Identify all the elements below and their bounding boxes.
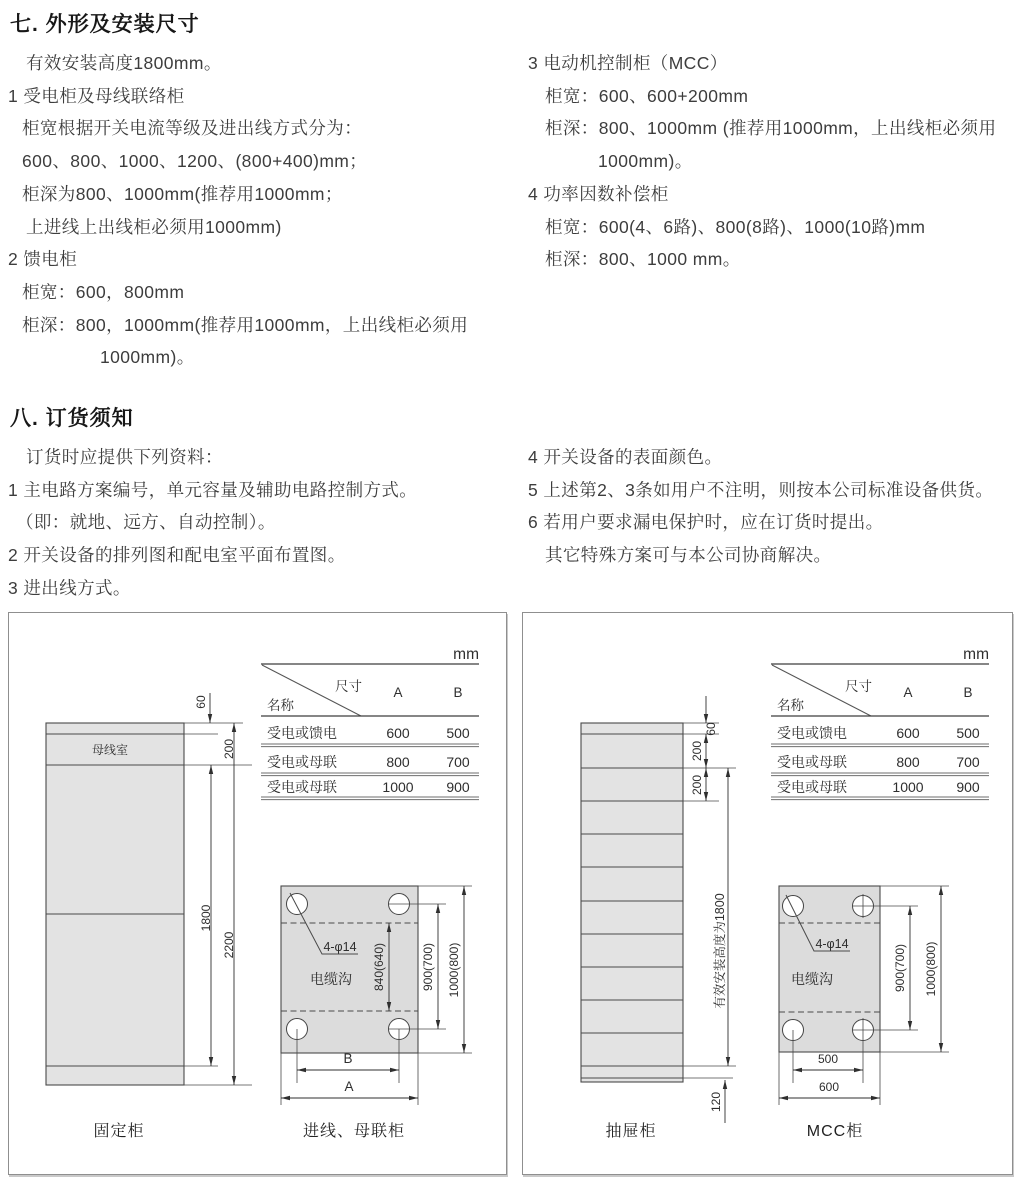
- text-line: 3 进出线方式。: [8, 577, 131, 598]
- text-line: （即：就地、远方、自动控制）。: [16, 512, 276, 533]
- table-corner-name: 名称: [777, 698, 804, 713]
- mcc-cabinet-diagram: [523, 613, 1012, 1174]
- table-unit: mm: [453, 646, 479, 663]
- dim-label-500: 500: [817, 1052, 839, 1066]
- fixed-cabinet-diagram: [9, 613, 506, 1174]
- section7-left-column: [8, 47, 468, 374]
- text-line: 1000mm)。: [100, 347, 195, 368]
- text-line: 1000mm)。: [598, 151, 693, 172]
- text-line: 4 开关设备的表面颜色。: [528, 447, 723, 467]
- dim-label-200: 200: [690, 774, 704, 796]
- busbar-room-label: 母线室: [91, 743, 129, 757]
- text-line: 1 受电柜及母线联络柜: [8, 85, 185, 106]
- dim-label-1800: 1800: [199, 904, 213, 932]
- text-line: 柜宽：600(4、6路)、800(8路)、1000(10路)mm: [545, 216, 926, 237]
- table-cell-name: 受电或母联: [777, 754, 847, 770]
- dim-label-200: 200: [222, 738, 236, 760]
- table-col-header-a: A: [903, 685, 913, 700]
- dim-label-840-640: 840(640): [372, 942, 386, 992]
- text-line: 上进线上出线柜必须用1000mm): [26, 216, 282, 237]
- section8-heading: 八. 订货须知: [10, 407, 134, 430]
- table-cell-name: 受电或馈电: [267, 725, 337, 741]
- dim-label-b: B: [343, 1051, 353, 1066]
- trench-caption: MCC柜: [806, 1123, 864, 1140]
- dim-label-120: 120: [709, 1091, 723, 1113]
- text-line: 5 上述第2、3条如用户不注明，则按本公司标准设备供货。: [528, 479, 994, 500]
- table-col-header-a: A: [393, 685, 403, 700]
- text-line: 2 开关设备的排列图和配电室平面布置图。: [8, 545, 346, 566]
- dim-label-60: 60: [704, 722, 718, 736]
- cabinet-caption: 抽屉柜: [605, 1123, 657, 1140]
- table-corner-dim: 尺寸: [845, 679, 872, 694]
- mounting-hole: [287, 894, 308, 915]
- text-line: 6 若用户要求漏电保护时，应在订货时提出。: [528, 512, 884, 533]
- fixed-cabinet-drawing: [46, 693, 252, 1140]
- right-diagram-panel: [522, 612, 1013, 1175]
- table-col-header-b: B: [963, 685, 973, 700]
- cabinet-body: [46, 723, 184, 1085]
- cabinet-caption: 固定柜: [93, 1123, 145, 1140]
- dim-label-a: A: [344, 1079, 354, 1094]
- dim-label-1000-800: 1000(800): [447, 942, 461, 998]
- table-corner-name: 名称: [267, 698, 294, 713]
- text-line: 有效安装高度1800mm。: [26, 53, 222, 73]
- left-diagram-panel: [8, 612, 507, 1175]
- text-line: 2 馈电柜: [8, 249, 78, 270]
- hole-count-label: 4-φ14: [323, 940, 357, 954]
- text-line: 柜深：800、1000mm (推荐用1000mm，上出线柜必须用: [545, 118, 997, 139]
- text-line: 柜深：800、1000 mm。: [545, 249, 741, 270]
- table-cell-a: 600: [386, 725, 410, 741]
- trench-caption: 进线、母联柜: [302, 1123, 406, 1140]
- table-cell-b: 700: [956, 754, 980, 770]
- table-cell-b: 500: [956, 725, 980, 741]
- text-line: 600、800、1000、1200、(800+400)mm；: [22, 151, 368, 172]
- mcc-trench-drawing: [779, 886, 949, 1140]
- cable-trench-label: 电缆沟: [791, 971, 833, 987]
- table-corner-dim: 尺寸: [335, 679, 362, 694]
- text-line: 柜深为800、1000mm(推荐用1000mm；: [22, 183, 343, 204]
- dim-label-200: 200: [690, 740, 704, 762]
- table-cell-name: 受电或母联: [267, 779, 337, 795]
- text-line: 4 功率因数补偿柜: [528, 183, 669, 204]
- section8-left-column: [8, 441, 417, 605]
- hole-count-label: 4-φ14: [815, 937, 849, 951]
- table-cell-a: 600: [896, 725, 920, 741]
- extension-lines: [184, 723, 252, 1085]
- dim-label-900-700: 900(700): [421, 942, 435, 992]
- text-line: 柜宽：600，800mm: [22, 281, 185, 302]
- dim-label-900-700: 900(700): [893, 943, 907, 993]
- table-cell-a: 1000: [892, 779, 924, 795]
- text-line: 3 电动机控制柜（MCC）: [528, 53, 728, 73]
- inlet-buscoupler-trench-drawing: [281, 886, 472, 1140]
- text-line: 订货时应提供下列资料：: [26, 447, 223, 467]
- table-cell-name: 受电或母联: [777, 779, 847, 795]
- dim-label-600: 600: [818, 1080, 840, 1094]
- text-line: 其它特殊方案可与本公司协商解决。: [545, 545, 832, 566]
- dim-label-1000-800: 1000(800): [924, 941, 938, 997]
- table-cell-b: 700: [446, 754, 470, 770]
- table-cell-b: 900: [956, 779, 980, 795]
- table-col-header-b: B: [453, 685, 463, 700]
- dimension-table: [261, 646, 479, 800]
- text-line: 柜深：800，1000mm(推荐用1000mm，上出线柜必须用: [22, 314, 469, 335]
- dim-label-2200: 2200: [222, 931, 236, 959]
- mounting-hole: [783, 896, 804, 917]
- text-line: 柜宽根据开关电流等级及进出线方式分为：: [22, 118, 363, 139]
- table-cell-b: 500: [446, 725, 470, 741]
- drawer-cabinet-drawing: [581, 696, 736, 1140]
- table-cell-a: 800: [386, 754, 410, 770]
- table-cell-a: 800: [896, 754, 920, 770]
- table-cell-name: 受电或馈电: [777, 725, 847, 741]
- table-cell-a: 1000: [382, 779, 414, 795]
- dim-label-60: 60: [194, 695, 208, 709]
- dimension-table: [771, 646, 989, 800]
- cable-trench-label: 电缆沟: [310, 971, 352, 987]
- text-line: 柜宽：600、600+200mm: [545, 85, 749, 106]
- section7-heading: 七. 外形及安装尺寸: [10, 13, 200, 36]
- section7-right-column: [528, 47, 996, 276]
- text-line: 1 主电路方案编号，单元容量及辅助电路控制方式。: [8, 479, 418, 500]
- table-cell-name: 受电或母联: [267, 754, 337, 770]
- table-cell-b: 900: [446, 779, 470, 795]
- cabinet-body: [581, 723, 683, 1082]
- dim-label-install-height: 有效安装高度为1800: [713, 893, 727, 1009]
- section8-right-column: [528, 441, 993, 572]
- table-unit: mm: [963, 646, 989, 663]
